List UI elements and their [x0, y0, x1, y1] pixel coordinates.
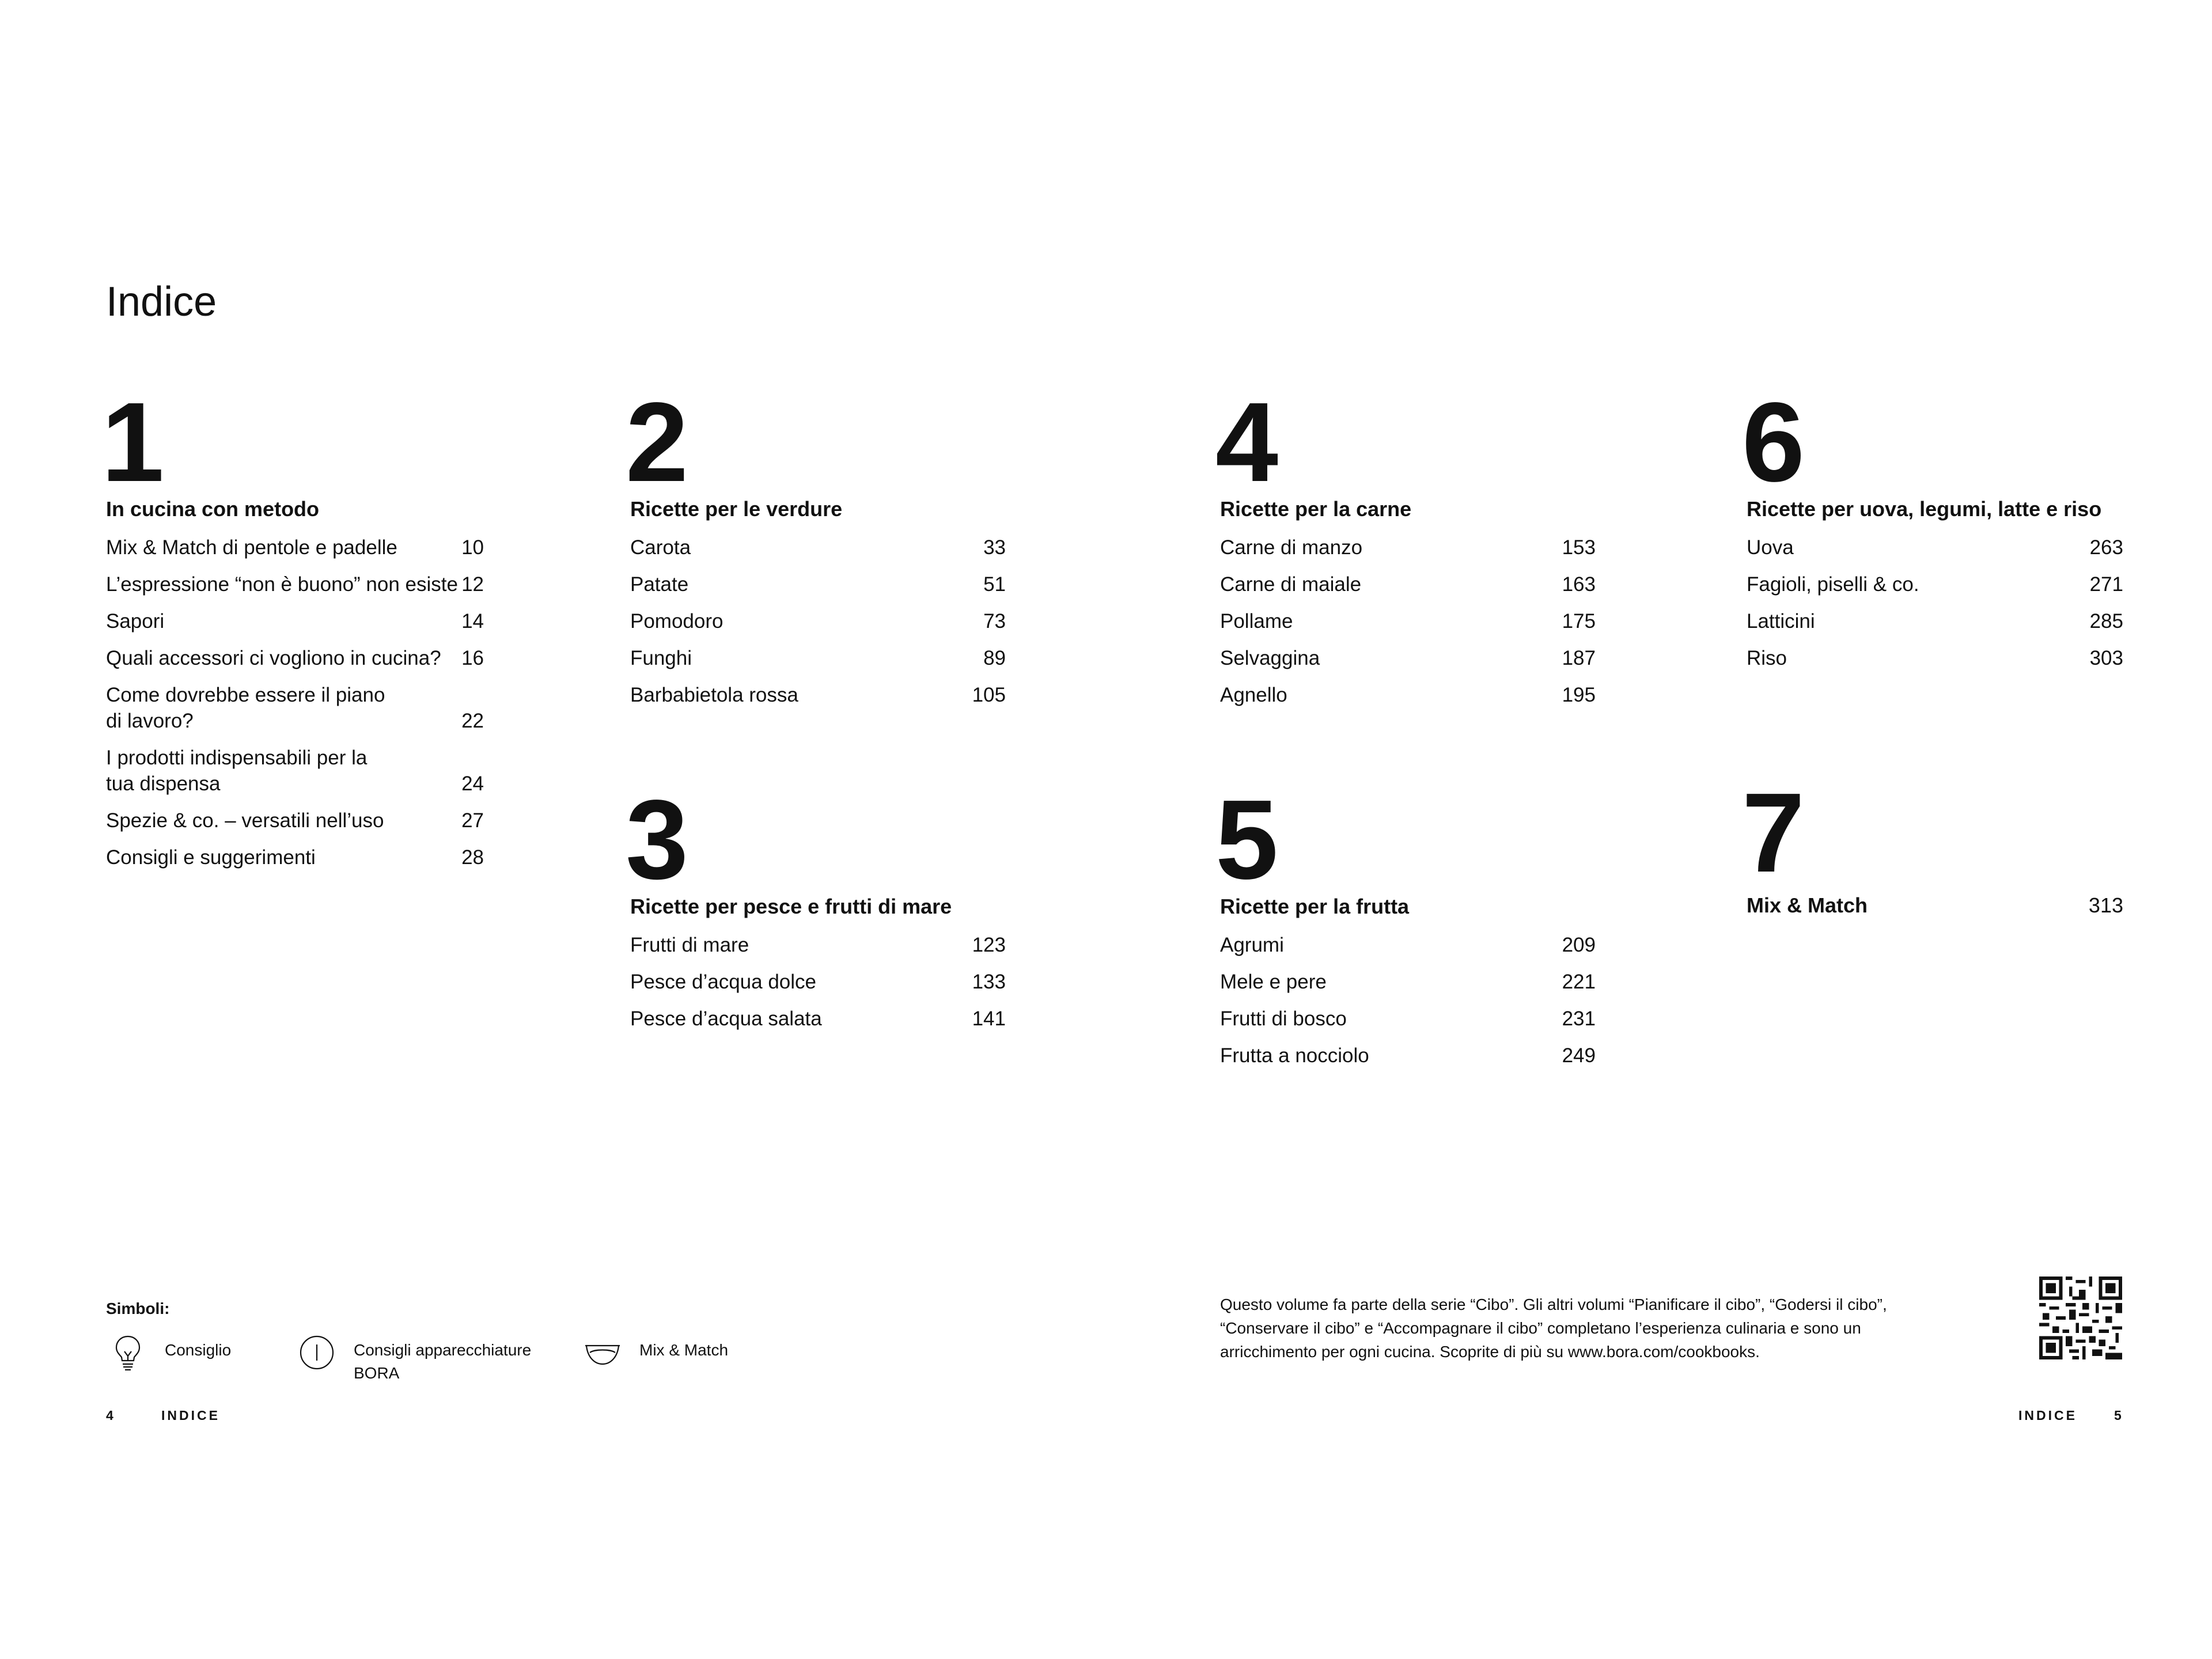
toc-entry[interactable] — [1220, 535, 1596, 560]
toc-entry[interactable] — [1747, 608, 2123, 634]
toc-entry[interactable] — [1220, 682, 1596, 708]
section-heading: Ricette per uova, legumi, latte e riso — [1747, 497, 2102, 521]
entry-label: Carne di maiale — [1220, 573, 1362, 596]
entry-list — [630, 932, 1006, 1043]
section-number: 5 — [1215, 777, 1277, 903]
entry-label: Latticini — [1747, 610, 1815, 632]
symbol-label: Consigli apparecchiature BORA — [354, 1341, 532, 1382]
entry-page: 33 — [983, 536, 1006, 559]
toc-entry[interactable] — [630, 608, 1006, 634]
section-number: 1 — [101, 379, 162, 505]
toc-entry[interactable] — [106, 808, 484, 834]
entry-label: L’espressione “non è buono” non esiste — [106, 573, 458, 596]
toc-entry[interactable] — [106, 745, 484, 797]
symbols-title: Simboli: — [106, 1300, 170, 1317]
entry-label: Patate — [630, 573, 689, 596]
entry-label: Mele e pere — [1220, 971, 1327, 993]
page-title: Indice — [106, 279, 217, 325]
toc-entry[interactable] — [106, 682, 484, 734]
entry-page: 187 — [1562, 647, 1596, 669]
entry-label: Sapori — [106, 610, 165, 632]
entry-page: 105 — [972, 684, 1006, 706]
entry-page: 195 — [1562, 684, 1596, 706]
toc-entry[interactable] — [1220, 1006, 1596, 1032]
lightbulb-icon — [106, 1331, 150, 1374]
entry-page: 133 — [972, 971, 1006, 993]
entry-label: Agrumi — [1220, 934, 1284, 956]
symbol-legend-item — [295, 1331, 531, 1385]
toc-entry[interactable] — [1747, 571, 2123, 597]
entry-label: Quali accessori ci vogliono in cucina? — [106, 647, 441, 669]
entry-page: 28 — [461, 846, 484, 869]
entry-page: 123 — [972, 934, 1006, 956]
toc-entry[interactable] — [630, 682, 1006, 708]
entry-page: 221 — [1562, 971, 1596, 993]
entry-page: 12 — [461, 573, 484, 596]
section-heading: Ricette per la carne — [1220, 497, 1412, 521]
entry-label: Riso — [1747, 647, 1787, 669]
entry-page: 141 — [972, 1007, 1006, 1030]
toc-entry[interactable] — [1747, 535, 2123, 560]
entry-label: Barbabietola rossa — [630, 684, 798, 706]
entry-list — [1220, 932, 1596, 1080]
section-heading: Ricette per le verdure — [630, 497, 843, 521]
entry-label: Fagioli, piselli & co. — [1747, 573, 1919, 596]
entry-page: 27 — [461, 809, 484, 832]
entry-page: 16 — [461, 647, 484, 669]
entry-label: Pesce d’acqua dolce — [630, 971, 816, 993]
entry-page: 263 — [2089, 536, 2123, 559]
entry-label: Consigli e suggerimenti — [106, 846, 316, 869]
section-heading: Ricette per la frutta — [1220, 895, 1410, 918]
toc-entry[interactable] — [1220, 969, 1596, 995]
toc-entry[interactable] — [630, 645, 1006, 671]
entry-page: 22 — [461, 710, 484, 732]
entry-page: 249 — [1562, 1044, 1596, 1067]
symbol-legend-item — [581, 1331, 728, 1374]
entry-page: 10 — [461, 536, 484, 559]
entry-label: Frutti di bosco — [1220, 1007, 1347, 1030]
entry-list — [630, 535, 1006, 719]
entry-page: 51 — [983, 573, 1006, 596]
entry-label: Agnello — [1220, 684, 1287, 706]
toc-entry[interactable] — [106, 645, 484, 671]
toc-entry[interactable] — [630, 1006, 1006, 1032]
toc-entry[interactable] — [1220, 1043, 1596, 1069]
toc-entry[interactable] — [630, 535, 1006, 560]
entry-label: Carota — [630, 536, 691, 559]
entry-page: 209 — [1562, 934, 1596, 956]
entry-page: 303 — [2089, 647, 2123, 669]
toc-entry[interactable] — [1220, 608, 1596, 634]
info-circle-icon — [295, 1331, 339, 1374]
entry-page: 24 — [461, 772, 484, 795]
entry-page: 153 — [1562, 536, 1596, 559]
entry-label: Pesce d’acqua salata — [630, 1007, 822, 1030]
entry-label: Uova — [1747, 536, 1794, 559]
entry-label: Frutti di mare — [630, 934, 749, 956]
toc-entry[interactable] — [1220, 645, 1596, 671]
entry-page: 271 — [2089, 573, 2123, 596]
section-heading: In cucina con metodo — [106, 497, 320, 521]
entry-label: I prodotti indispensabili per la tua dispensa — [106, 747, 368, 795]
entry-list — [1747, 535, 2123, 682]
toc-entry[interactable] — [106, 535, 484, 560]
series-note: Questo volume fa parte della serie “Cibo”. Gli altri volumi “Pianificare il cibo”, “Godersi il cibo”, “Conservare il cibo” e “Accompagnare il cibo” completano l’esperienza culinaria e sono un arricchimento per ogni cucina. Scoprite di più su www.bora.com/cookbooks. — [1220, 1296, 1887, 1361]
symbol-label: Consiglio — [165, 1341, 232, 1359]
toc-entry[interactable] — [630, 969, 1006, 995]
entry-label: Carne di manzo — [1220, 536, 1363, 559]
footer-right-label: INDICE — [2018, 1408, 2077, 1423]
entry-page: 14 — [461, 610, 484, 632]
entry-label: Come dovrebbe essere il piano di lavoro? — [106, 684, 385, 732]
footer-right-page: 5 — [2114, 1408, 2124, 1423]
section-number: 6 — [1742, 379, 1803, 505]
symbol-legend-item — [106, 1331, 231, 1374]
qr-code-icon[interactable] — [2039, 1277, 2122, 1359]
entry-label: Pomodoro — [630, 610, 724, 632]
section-heading: Ricette per pesce e frutti di mare — [630, 895, 952, 918]
toc-entry[interactable] — [106, 571, 484, 597]
entry-page: 73 — [983, 610, 1006, 632]
symbol-label: Mix & Match — [639, 1341, 729, 1359]
toc-entry[interactable] — [106, 844, 484, 870]
entry-label: Selvaggina — [1220, 647, 1320, 669]
entry-list — [1220, 535, 1596, 719]
toc-entry[interactable] — [1747, 645, 2123, 671]
toc-entry[interactable] — [106, 608, 484, 634]
footer-left-label: INDICE — [161, 1408, 220, 1423]
section-number: 3 — [626, 777, 687, 903]
footer-left-page: 4 — [106, 1408, 116, 1423]
entry-page: 163 — [1562, 573, 1596, 596]
toc-entry[interactable] — [1747, 893, 2123, 918]
entry-page: 313 — [2088, 893, 2123, 917]
entry-page: 89 — [983, 647, 1006, 669]
entry-list — [106, 535, 484, 881]
entry-label: Mix & Match di pentole e padelle — [106, 536, 397, 559]
section-number: 2 — [626, 379, 687, 505]
toc-entry[interactable] — [1220, 571, 1596, 597]
entry-label: Pollame — [1220, 610, 1293, 632]
entry-label: Frutta a nocciolo — [1220, 1044, 1369, 1067]
section-heading: Mix & Match — [1747, 893, 1868, 917]
entry-label: Funghi — [630, 647, 692, 669]
section-number: 4 — [1215, 379, 1277, 505]
entry-page: 231 — [1562, 1007, 1596, 1030]
toc-entry[interactable] — [630, 571, 1006, 597]
entry-label: Spezie & co. – versatili nell’uso — [106, 809, 384, 832]
bowl-icon — [581, 1331, 624, 1374]
section-number: 7 — [1742, 770, 1803, 896]
entry-page: 285 — [2089, 610, 2123, 632]
toc-entry[interactable] — [1220, 932, 1596, 958]
toc-entry[interactable] — [630, 932, 1006, 958]
entry-page: 175 — [1562, 610, 1596, 632]
